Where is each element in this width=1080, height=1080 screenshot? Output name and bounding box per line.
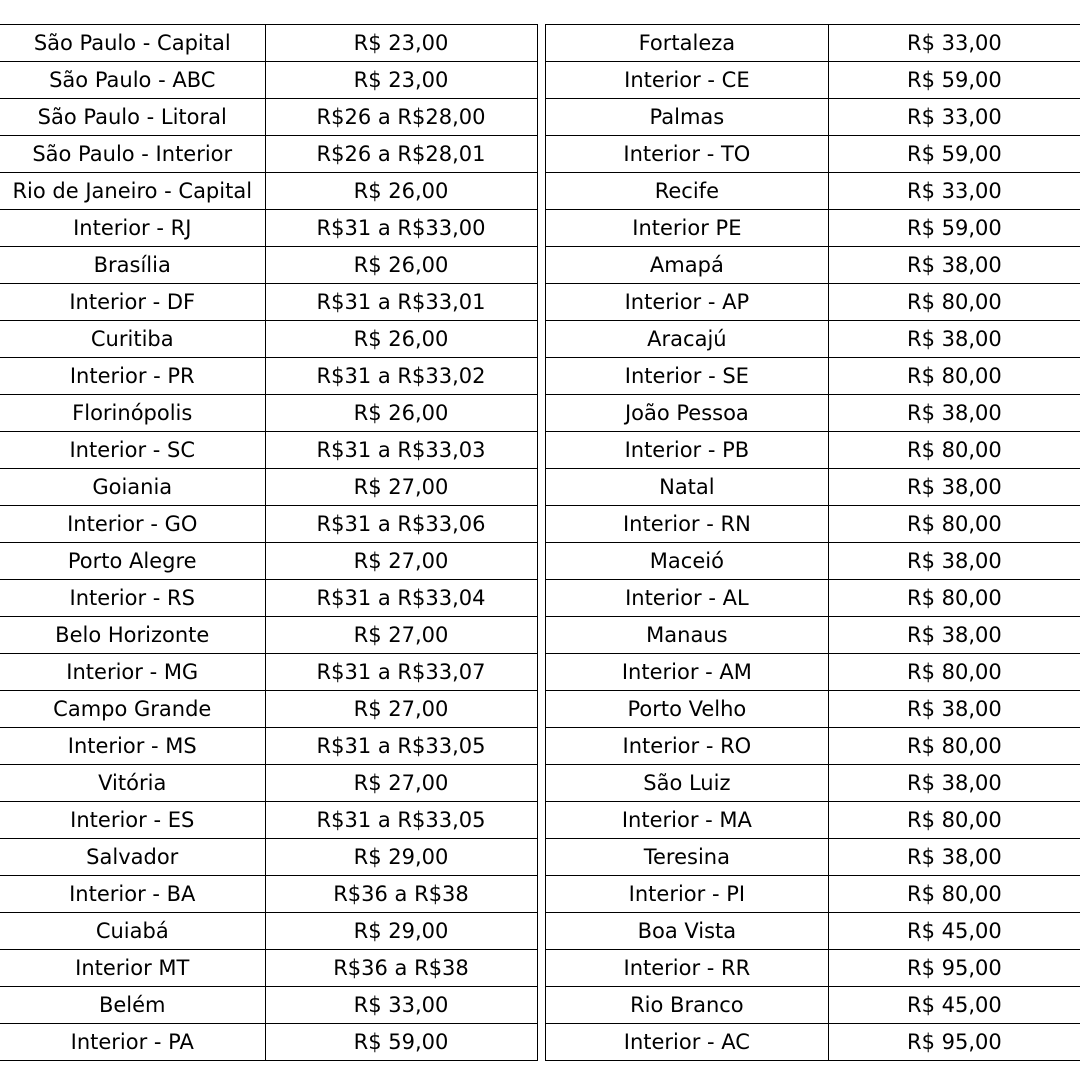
location-cell: Manaus <box>546 617 829 654</box>
table-row <box>546 839 1080 876</box>
location-cell: Interior - PA <box>0 1024 265 1061</box>
location-cell: Interior - PR <box>0 358 265 395</box>
table-row <box>0 469 537 506</box>
price-cell: R$ 27,00 <box>265 469 537 506</box>
location-cell: Teresina <box>546 839 829 876</box>
table-row <box>546 284 1080 321</box>
location-cell: Amapá <box>546 247 829 284</box>
location-cell: Goiania <box>0 469 265 506</box>
table-row <box>546 358 1080 395</box>
location-cell: São Paulo - ABC <box>0 62 265 99</box>
price-cell: R$ 95,00 <box>828 1024 1080 1061</box>
right-price-table <box>545 24 1080 1061</box>
location-cell: Interior - DF <box>0 284 265 321</box>
location-cell: Interior - TO <box>546 136 829 173</box>
table-row <box>0 876 537 913</box>
location-cell: Interior - SC <box>0 432 265 469</box>
price-cell: R$31 a R$33,05 <box>265 802 537 839</box>
price-cell: R$ 59,00 <box>828 136 1080 173</box>
location-cell: Vitória <box>0 765 265 802</box>
location-cell: Florinópolis <box>0 395 265 432</box>
location-cell: Campo Grande <box>0 691 265 728</box>
location-cell: Belém <box>0 987 265 1024</box>
price-cell: R$36 a R$38 <box>265 950 537 987</box>
table-row <box>0 358 537 395</box>
table-row <box>546 876 1080 913</box>
location-cell: Interior - RR <box>546 950 829 987</box>
price-cell: R$ 80,00 <box>828 728 1080 765</box>
table-row <box>546 99 1080 136</box>
price-cell: R$ 29,00 <box>265 913 537 950</box>
location-cell: Interior - RJ <box>0 210 265 247</box>
table-row <box>546 950 1080 987</box>
table-row <box>546 802 1080 839</box>
location-cell: Interior - SE <box>546 358 829 395</box>
table-row <box>0 62 537 99</box>
location-cell: Aracajú <box>546 321 829 358</box>
location-cell: Interior - ES <box>0 802 265 839</box>
right-table-body <box>546 25 1080 1061</box>
table-row <box>546 728 1080 765</box>
table-row <box>0 432 537 469</box>
price-cell: R$ 59,00 <box>265 1024 537 1061</box>
price-cell: R$ 38,00 <box>828 691 1080 728</box>
table-row <box>546 987 1080 1024</box>
price-cell: R$ 38,00 <box>828 321 1080 358</box>
location-cell: Interior - RS <box>0 580 265 617</box>
location-cell: Cuiabá <box>0 913 265 950</box>
location-cell: São Paulo - Litoral <box>0 99 265 136</box>
price-cell: R$ 26,00 <box>265 173 537 210</box>
location-cell: Rio de Janeiro - Capital <box>0 173 265 210</box>
price-cell: R$31 a R$33,05 <box>265 728 537 765</box>
price-cell: R$ 26,00 <box>265 395 537 432</box>
table-row <box>546 580 1080 617</box>
table-row <box>546 395 1080 432</box>
location-cell: São Paulo - Capital <box>0 25 265 62</box>
table-row <box>0 25 537 62</box>
price-cell: R$31 a R$33,07 <box>265 654 537 691</box>
location-cell: Recife <box>546 173 829 210</box>
location-cell: Interior - RN <box>546 506 829 543</box>
location-cell: Interior - GO <box>0 506 265 543</box>
location-cell: Natal <box>546 469 829 506</box>
table-row <box>0 99 537 136</box>
location-cell: João Pessoa <box>546 395 829 432</box>
table-row <box>546 1024 1080 1061</box>
table-row <box>0 395 537 432</box>
table-row <box>0 136 537 173</box>
price-cell: R$ 27,00 <box>265 691 537 728</box>
location-cell: Interior - CE <box>546 62 829 99</box>
table-row <box>0 321 537 358</box>
table-row <box>546 62 1080 99</box>
table-row <box>546 210 1080 247</box>
table-row <box>546 469 1080 506</box>
price-cell: R$ 27,00 <box>265 765 537 802</box>
table-row <box>0 284 537 321</box>
table-row <box>546 765 1080 802</box>
location-cell: Interior - MS <box>0 728 265 765</box>
location-cell: Interior - PI <box>546 876 829 913</box>
price-cell: R$31 a R$33,04 <box>265 580 537 617</box>
location-cell: Interior - RO <box>546 728 829 765</box>
table-row <box>0 247 537 284</box>
location-cell: Fortaleza <box>546 25 829 62</box>
table-row <box>0 543 537 580</box>
table-row <box>0 839 537 876</box>
price-cell: R$ 27,00 <box>265 617 537 654</box>
table-row <box>546 173 1080 210</box>
price-cell: R$ 95,00 <box>828 950 1080 987</box>
table-row <box>546 432 1080 469</box>
location-cell: Porto Velho <box>546 691 829 728</box>
table-row <box>0 802 537 839</box>
table-row <box>546 321 1080 358</box>
price-cell: R$ 59,00 <box>828 210 1080 247</box>
price-cell: R$26 a R$28,01 <box>265 136 537 173</box>
price-cell: R$ 38,00 <box>828 543 1080 580</box>
table-row <box>546 913 1080 950</box>
table-row <box>546 247 1080 284</box>
price-cell: R$ 80,00 <box>828 580 1080 617</box>
location-cell: Interior - AL <box>546 580 829 617</box>
price-cell: R$31 a R$33,03 <box>265 432 537 469</box>
price-cell: R$31 a R$33,00 <box>265 210 537 247</box>
left-price-table <box>0 24 538 1061</box>
table-row <box>0 691 537 728</box>
price-cell: R$ 29,00 <box>265 839 537 876</box>
price-cell: R$31 a R$33,02 <box>265 358 537 395</box>
table-row <box>0 580 537 617</box>
location-cell: São Paulo - Interior <box>0 136 265 173</box>
price-cell: R$ 38,00 <box>828 247 1080 284</box>
table-row <box>0 210 537 247</box>
price-cell: R$ 38,00 <box>828 395 1080 432</box>
price-cell: R$ 80,00 <box>828 506 1080 543</box>
location-cell: Interior - PB <box>546 432 829 469</box>
location-cell: São Luiz <box>546 765 829 802</box>
location-cell: Interior - BA <box>0 876 265 913</box>
price-cell: R$ 38,00 <box>828 839 1080 876</box>
price-cell: R$31 a R$33,06 <box>265 506 537 543</box>
table-row <box>546 25 1080 62</box>
price-cell: R$ 59,00 <box>828 62 1080 99</box>
price-cell: R$ 33,00 <box>828 25 1080 62</box>
price-cell: R$ 27,00 <box>265 543 537 580</box>
location-cell: Brasília <box>0 247 265 284</box>
price-cell: R$ 80,00 <box>828 284 1080 321</box>
price-cell: R$ 38,00 <box>828 765 1080 802</box>
table-row <box>0 173 537 210</box>
location-cell: Interior - AC <box>546 1024 829 1061</box>
price-cell: R$ 26,00 <box>265 247 537 284</box>
table-row <box>546 543 1080 580</box>
price-cell: R$ 80,00 <box>828 358 1080 395</box>
location-cell: Interior - AP <box>546 284 829 321</box>
location-cell: Interior - MA <box>546 802 829 839</box>
location-cell: Belo Horizonte <box>0 617 265 654</box>
price-cell: R$ 23,00 <box>265 62 537 99</box>
table-row <box>546 691 1080 728</box>
price-cell: R$ 23,00 <box>265 25 537 62</box>
price-cell: R$ 80,00 <box>828 654 1080 691</box>
table-row <box>0 1024 537 1061</box>
price-cell: R$ 33,00 <box>828 99 1080 136</box>
location-cell: Salvador <box>0 839 265 876</box>
price-cell: R$ 80,00 <box>828 432 1080 469</box>
location-cell: Palmas <box>546 99 829 136</box>
table-row <box>0 765 537 802</box>
location-cell: Interior MT <box>0 950 265 987</box>
table-row <box>546 506 1080 543</box>
location-cell: Curitiba <box>0 321 265 358</box>
table-row <box>0 617 537 654</box>
price-cell: R$ 45,00 <box>828 987 1080 1024</box>
table-row <box>0 950 537 987</box>
table-row <box>0 987 537 1024</box>
table-row <box>0 654 537 691</box>
price-cell: R$ 38,00 <box>828 617 1080 654</box>
location-cell: Rio Branco <box>546 987 829 1024</box>
price-cell: R$ 45,00 <box>828 913 1080 950</box>
location-cell: Interior - MG <box>0 654 265 691</box>
price-cell: R$ 80,00 <box>828 802 1080 839</box>
price-cell: R$26 a R$28,00 <box>265 99 537 136</box>
location-cell: Interior - AM <box>546 654 829 691</box>
table-row <box>0 506 537 543</box>
price-cell: R$ 33,00 <box>265 987 537 1024</box>
left-table-body <box>0 25 537 1061</box>
location-cell: Boa Vista <box>546 913 829 950</box>
location-cell: Interior PE <box>546 210 829 247</box>
table-row <box>0 728 537 765</box>
price-cell: R$31 a R$33,01 <box>265 284 537 321</box>
table-row <box>546 654 1080 691</box>
table-row <box>546 136 1080 173</box>
table-row <box>0 913 537 950</box>
price-cell: R$ 26,00 <box>265 321 537 358</box>
price-cell: R$36 a R$38 <box>265 876 537 913</box>
table-row <box>546 617 1080 654</box>
location-cell: Maceió <box>546 543 829 580</box>
price-cell: R$ 80,00 <box>828 876 1080 913</box>
price-cell: R$ 33,00 <box>828 173 1080 210</box>
price-cell: R$ 38,00 <box>828 469 1080 506</box>
location-cell: Porto Alegre <box>0 543 265 580</box>
